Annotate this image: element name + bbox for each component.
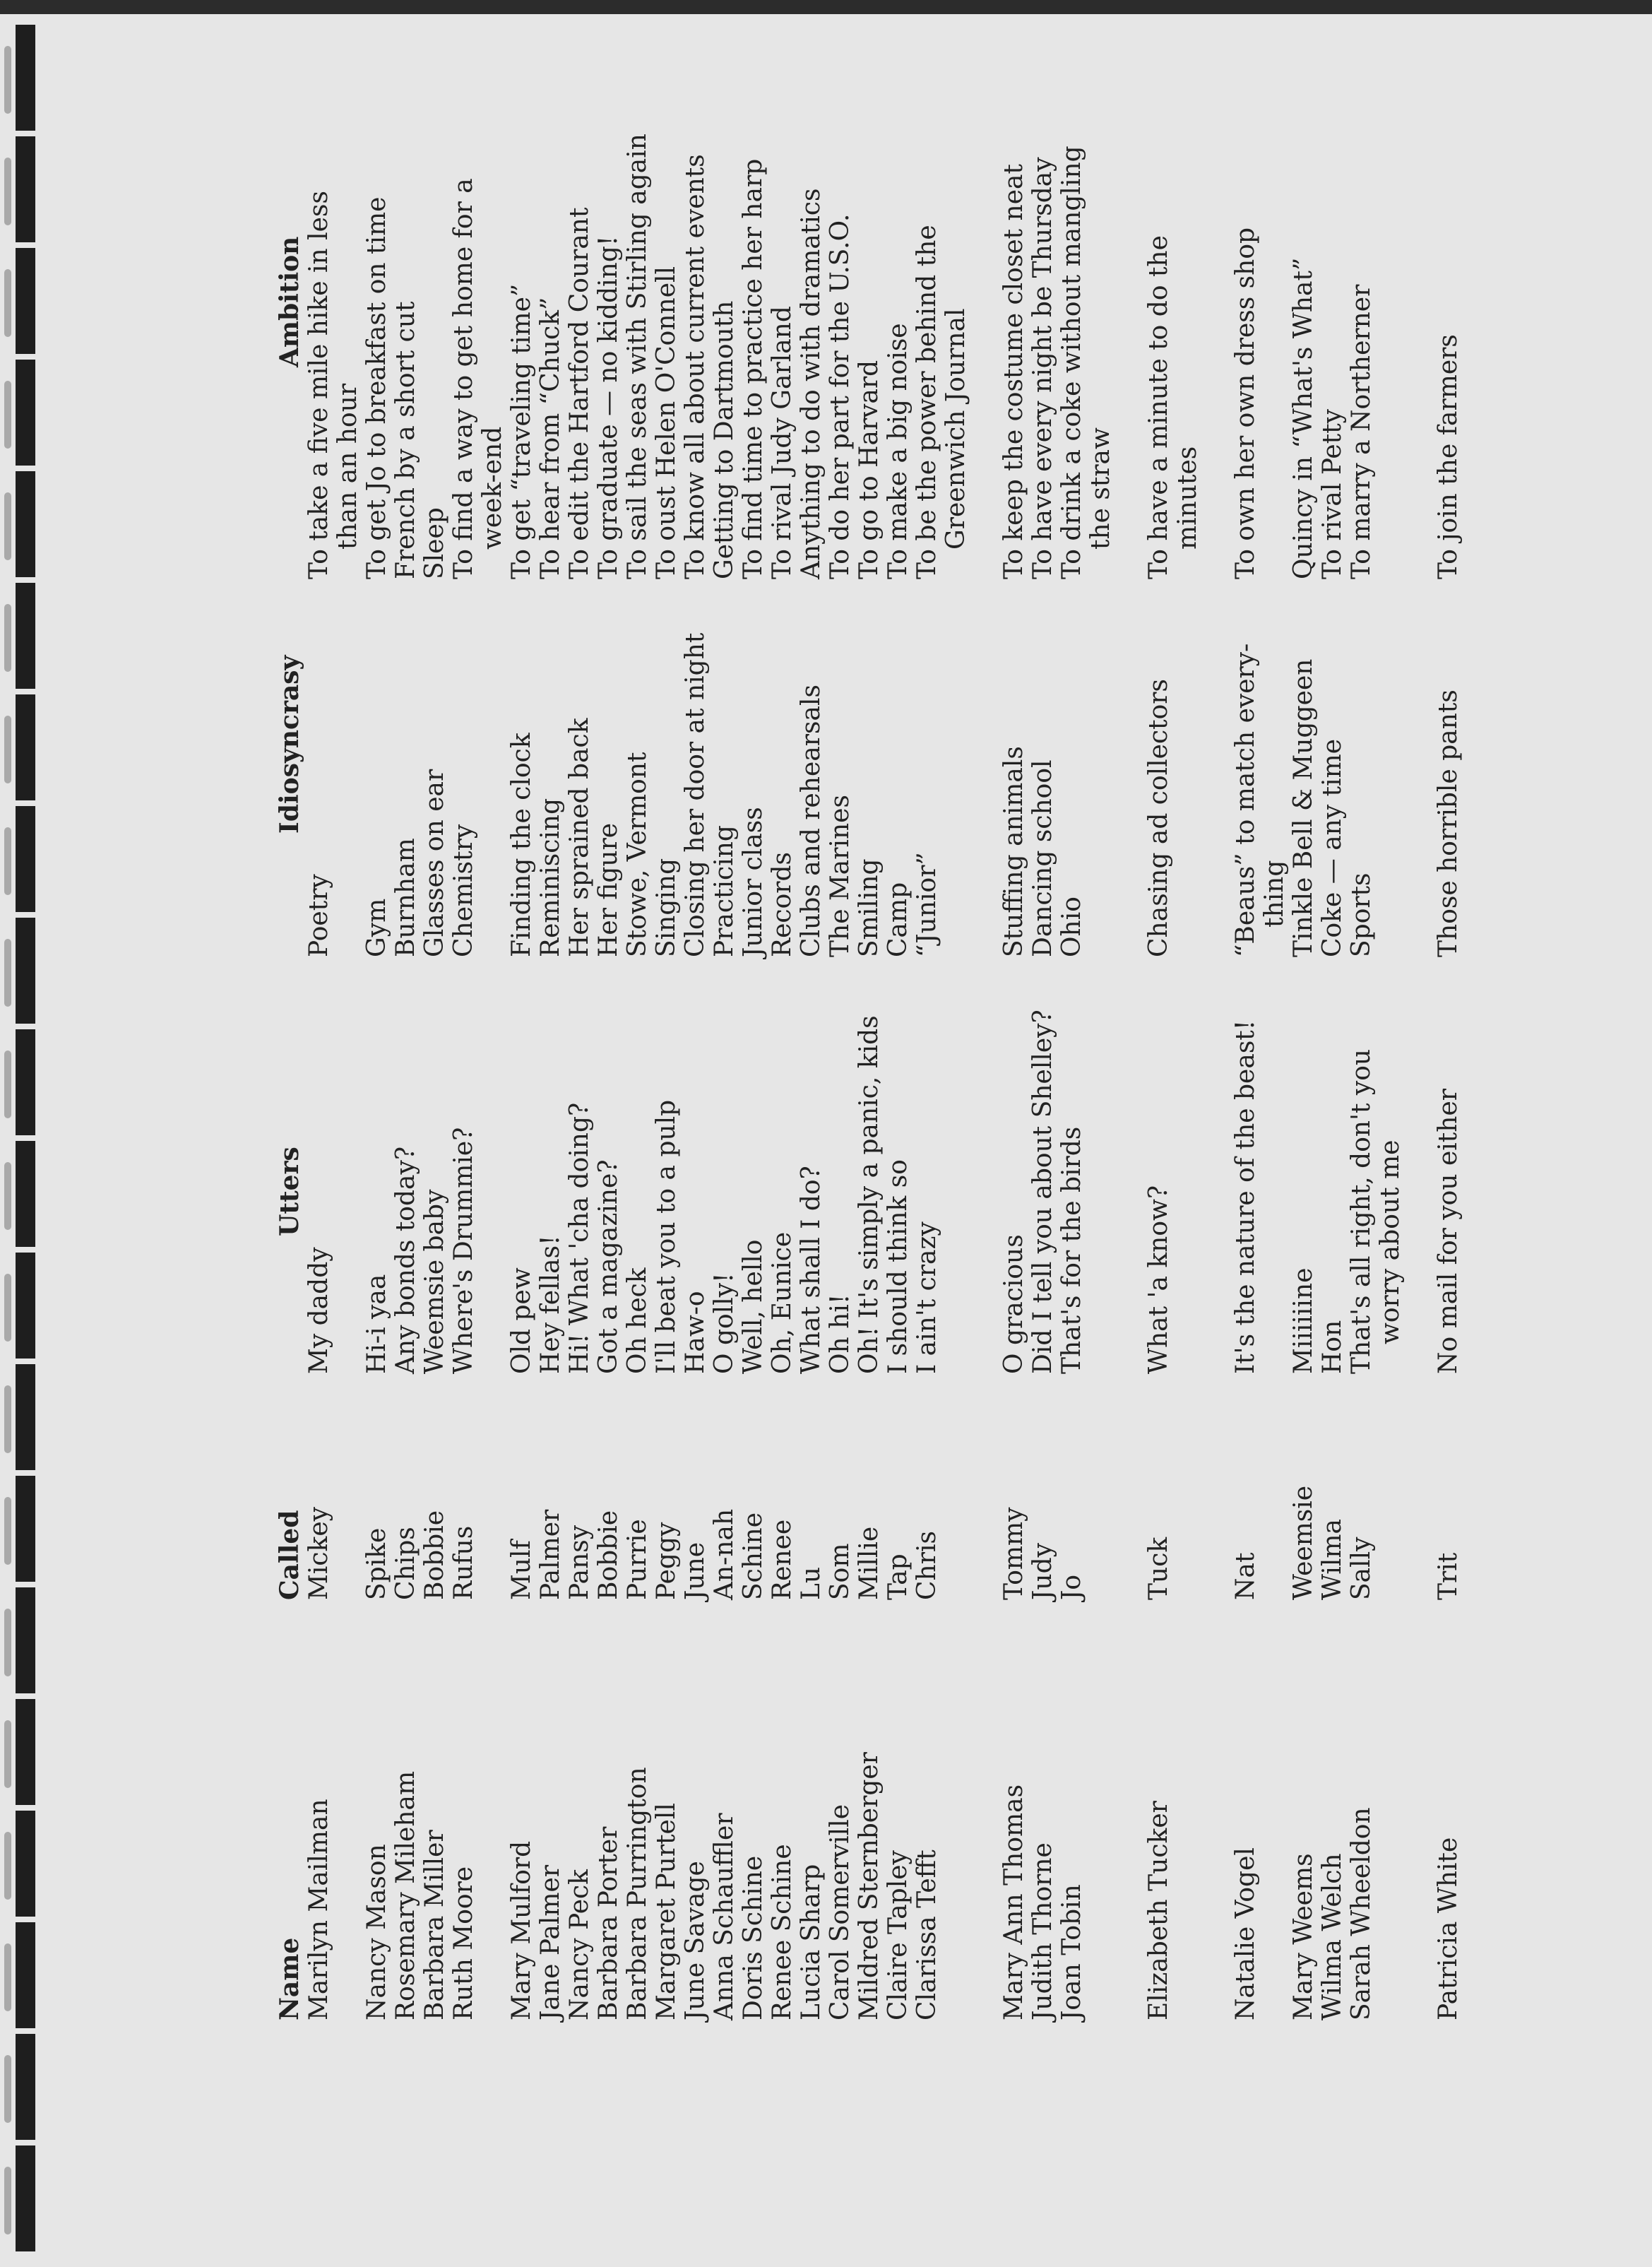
header-idiosyncrasy: Idiosyncrasy: [275, 655, 304, 834]
utters-cell: What 'a know?: [1144, 1185, 1173, 1374]
table-row: [536, 254, 565, 2020]
called-cell: Peggy: [652, 1522, 681, 1600]
utters-cell: Hon: [1318, 1320, 1347, 1374]
table-row: [1347, 254, 1405, 2020]
called-cell: Mickey: [304, 1507, 333, 1600]
ambition-cell: To find a way to get home for a: [449, 178, 478, 579]
idiosyncrasy-cell: The Marines: [826, 795, 855, 957]
binding-ring: [4, 716, 11, 783]
ambition-cell: Getting to Dartmouth: [710, 300, 739, 579]
idiosyncrasy-cell: Tinkle Bell & Muggeen: [1289, 658, 1318, 957]
ambition-cell-continuation: week-end: [478, 426, 507, 550]
table-row: [913, 225, 970, 2020]
name-cell: Mary Weems: [1289, 1853, 1318, 2020]
idiosyncrasy-cell: Chasing ad collectors: [1144, 679, 1173, 957]
table-row: [565, 207, 594, 2020]
called-cell: Judy: [1028, 1543, 1057, 1600]
binding-ring: [4, 269, 11, 337]
binding-hole: [16, 1364, 35, 1470]
idiosyncrasy-cell: Singing: [652, 858, 681, 957]
binding-hole: [16, 2145, 35, 2251]
ambition-cell-continuation: minutes: [1173, 446, 1202, 550]
binding-hole: [16, 1922, 35, 2028]
name-cell: Barbara Purrington: [623, 1767, 652, 2020]
name-cell: Ruth Moore: [449, 1866, 478, 2020]
table-row: [623, 134, 652, 2020]
utters-cell: That's all right, don't you: [1347, 1048, 1376, 1374]
table-row: [681, 154, 710, 2020]
idiosyncrasy-cell: Poetry: [304, 874, 333, 957]
name-cell: June Savage: [681, 1861, 710, 2020]
utters-cell: That's for the birds: [1057, 1126, 1086, 1374]
ambition-cell: To have a minute to do the: [1144, 235, 1173, 579]
ambition-cell: To find time to practice her harp: [739, 158, 768, 579]
utters-cell: What shall I do?: [797, 1166, 826, 1374]
binding-ring: [4, 2167, 11, 2235]
utters-cell: O golly!: [710, 1272, 739, 1374]
idiosyncrasy-cell: Closing her door at night: [681, 632, 710, 957]
ambition-cell: To get “traveling time”: [507, 283, 536, 579]
ambition-cell: To hear from “Chuck”: [536, 297, 565, 579]
table-row: [710, 254, 739, 2020]
binding-hole: [16, 2034, 35, 2140]
utters-cell: Hi-i yaa: [362, 1274, 391, 1374]
table-row: [826, 213, 855, 2020]
name-cell: Marilyn Mailman: [304, 1799, 333, 2020]
utters-cell: Miiiiiine: [1289, 1267, 1318, 1374]
called-cell: Palmer: [536, 1509, 565, 1600]
name-cell: Wilma Welch: [1318, 1853, 1347, 2020]
table-row: [1028, 157, 1057, 2020]
table-row: [1289, 254, 1318, 2020]
called-cell: Tap: [884, 1553, 913, 1600]
called-cell: An-nah: [710, 1508, 739, 1600]
ambition-cell: To go to Harvard: [855, 360, 884, 579]
name-cell: Natalie Vogel: [1231, 1847, 1260, 2020]
table-row: [1231, 227, 1289, 2020]
idiosyncrasy-cell: Gym: [362, 898, 391, 957]
name-cell: Sarah Wheeldon: [1347, 1807, 1376, 2020]
table-row: [797, 188, 826, 2020]
idiosyncrasy-cell: Records: [768, 852, 797, 957]
utters-cell: Oh heck: [623, 1267, 652, 1374]
idiosyncrasy-cell: Her sprained back: [565, 718, 594, 957]
called-cell: Tuck: [1144, 1537, 1173, 1600]
ambition-cell: To rival Petty: [1318, 409, 1347, 579]
ambition-cell: French by a short cut: [391, 301, 420, 579]
binding-hole: [16, 1699, 35, 1805]
utters-cell: I ain't crazy: [913, 1221, 941, 1374]
called-cell: Millie: [855, 1526, 884, 1600]
called-cell: Rufus: [449, 1525, 478, 1600]
binding-hole: [16, 918, 35, 1024]
ambition-cell: To get Jo to breakfast on time: [362, 196, 391, 579]
ambition-cell: Sleep: [420, 507, 449, 579]
utters-cell: Oh! It's simply a panic, kids: [855, 1015, 884, 1374]
binding-ring: [4, 1162, 11, 1230]
name-cell: Nancy Mason: [362, 1844, 391, 2020]
table-row: [652, 254, 681, 2020]
name-cell: Nancy Peck: [565, 1869, 594, 2020]
called-cell: Lu: [797, 1566, 826, 1600]
ambition-cell: To make a big noise: [884, 323, 913, 579]
name-cell: Barbara Porter: [594, 1826, 623, 2020]
ambition-cell: To own her own dress shop: [1231, 227, 1260, 579]
idiosyncrasy-cell: Those horrible pants: [1434, 689, 1463, 957]
binding-hole: [16, 471, 35, 577]
table-row: [1057, 146, 1115, 2020]
binding-ring: [4, 1050, 11, 1118]
idiosyncrasy-cell: Smiling: [855, 858, 884, 957]
idiosyncrasy-cell: Camp: [884, 882, 913, 957]
ambition-cell-continuation: than an hour: [333, 383, 362, 550]
ambition-cell: To take a five mile hike in less: [304, 191, 333, 579]
ambition-cell: To rival Judy Garland: [768, 306, 797, 579]
binding-hole: [16, 1476, 35, 1582]
utters-cell: Hi! What 'cha doing?: [565, 1102, 594, 1374]
table-row: [420, 254, 449, 2020]
binding-ring: [4, 492, 11, 560]
idiosyncrasy-cell: Reminiscing: [536, 798, 565, 957]
utters-cell: Did I tell you about Shelley?: [1028, 1010, 1057, 1374]
class-roster-table: [275, 134, 1463, 2020]
called-cell: Chris: [913, 1531, 941, 1600]
idiosyncrasy-cell: Stowe, Vermont: [623, 752, 652, 957]
utters-cell: Well, hello: [739, 1239, 768, 1374]
ambition-cell: Anything to do with dramatics: [797, 188, 826, 579]
idiosyncrasy-cell: Stuffing animals: [999, 746, 1028, 957]
name-cell: Jane Palmer: [536, 1864, 565, 2020]
header-called: Called: [275, 1510, 304, 1600]
table-row: [304, 191, 362, 2020]
ambition-cell: To edit the Hartford Courant: [565, 207, 594, 579]
binding-hole: [16, 694, 35, 800]
utters-cell-continuation: worry about me: [1376, 1140, 1405, 1344]
name-cell: Judith Thorne: [1028, 1842, 1057, 2020]
binding-hole: [16, 1587, 35, 1693]
name-cell: Lucia Sharp: [797, 1864, 826, 2020]
spiral-binding: [0, 14, 49, 2267]
table-row: [739, 158, 768, 2020]
ambition-cell: Quincy in “What's What”: [1289, 257, 1318, 579]
utters-cell: Haw-o: [681, 1291, 710, 1374]
name-cell: Carol Somerville: [826, 1804, 855, 2020]
utters-cell: It's the nature of the beast!: [1231, 1019, 1260, 1374]
table-row: [768, 254, 797, 2020]
idiosyncrasy-cell: Chemistry: [449, 824, 478, 957]
binding-hole: [16, 248, 35, 354]
binding-ring: [4, 939, 11, 1007]
called-cell: Spike: [362, 1527, 391, 1600]
utters-cell: Where's Drummie?: [449, 1127, 478, 1374]
binding-hole: [16, 1811, 35, 1917]
utters-cell: Hey fellas!: [536, 1235, 565, 1374]
name-cell: Clarissa Tefft: [913, 1849, 941, 2020]
table-row: [507, 254, 536, 2020]
idiosyncrasy-cell: Burnham: [391, 838, 420, 957]
name-cell: Renee Schine: [768, 1844, 797, 2020]
utters-cell: Oh, Eunice: [768, 1231, 797, 1374]
ambition-cell: To marry a Northerner: [1347, 284, 1376, 579]
ambition-cell: To oust Helen O'Connell: [652, 266, 681, 579]
ambition-cell: To have every night be Thursday: [1028, 157, 1057, 579]
called-cell: Bobbie: [420, 1510, 449, 1600]
binding-ring: [4, 2055, 11, 2123]
name-cell: Joan Tobin: [1057, 1884, 1086, 2020]
header-utters: Utters: [275, 1147, 304, 1236]
called-cell: Som: [826, 1543, 855, 1600]
utters-cell: O gracious: [999, 1234, 1028, 1374]
idiosyncrasy-cell: Glasses on ear: [420, 769, 449, 957]
called-cell: Trit: [1434, 1552, 1463, 1600]
ambition-cell: To join the farmers: [1434, 334, 1463, 579]
called-cell: Chips: [391, 1527, 420, 1600]
table-row: [1144, 235, 1202, 2020]
binding-ring: [4, 1274, 11, 1342]
header-ambition: Ambition: [275, 236, 304, 367]
ambition-cell: To do her part for the U.S.O.: [826, 213, 855, 579]
table-row: [449, 178, 507, 2020]
binding-hole: [16, 360, 35, 466]
binding-ring: [4, 827, 11, 895]
binding-hole: [16, 1141, 35, 1247]
binding-ring: [4, 1609, 11, 1676]
ambition-cell: To be the power behind the: [913, 225, 941, 579]
name-cell: Margaret Purtell: [652, 1803, 681, 2020]
binding-ring: [4, 1720, 11, 1788]
called-cell: Jo: [1057, 1574, 1086, 1600]
idiosyncrasy-cell: “Beaus” to match every-: [1231, 643, 1260, 957]
name-cell: Rosemary Mileham: [391, 1770, 420, 2020]
idiosyncrasy-cell-continuation: thing: [1260, 860, 1289, 928]
name-cell: Mary Mulford: [507, 1840, 536, 2020]
called-cell: Nat: [1231, 1552, 1260, 1600]
utters-cell: Any bonds today?: [391, 1146, 420, 1374]
name-cell: Anna Schauffler: [710, 1813, 739, 2020]
called-cell: June: [681, 1541, 710, 1600]
called-cell: Renee: [768, 1519, 797, 1600]
yearbook-page: [0, 14, 1652, 2267]
binding-ring: [4, 1497, 11, 1565]
utters-cell: I'll beat you to a pulp: [652, 1099, 681, 1374]
table-row: [855, 254, 884, 2020]
binding-ring: [4, 1943, 11, 2011]
ambition-cell-continuation: Greenwich Journal: [941, 308, 970, 550]
utters-cell: Old pew: [507, 1267, 536, 1374]
idiosyncrasy-cell: Dancing school: [1028, 759, 1057, 957]
table-row: [1318, 254, 1347, 2020]
ambition-cell-continuation: the straw: [1086, 427, 1115, 550]
idiosyncrasy-cell: Coke — any time: [1318, 738, 1347, 957]
name-cell: Claire Tapley: [884, 1850, 913, 2020]
binding-ring: [4, 158, 11, 225]
table-row: [884, 254, 913, 2020]
idiosyncrasy-cell: Sports: [1347, 872, 1376, 957]
utters-cell: Got a magazine?: [594, 1159, 623, 1374]
called-cell: Mulf: [507, 1540, 536, 1600]
table-row: [362, 196, 391, 2020]
utters-cell: Oh hi!: [826, 1294, 855, 1374]
ambition-cell: To graduate — no kidding!: [594, 235, 623, 579]
called-cell: Schine: [739, 1512, 768, 1600]
binding-ring: [4, 1385, 11, 1453]
binding-hole: [16, 136, 35, 242]
utters-cell: Weemsie baby: [420, 1189, 449, 1374]
idiosyncrasy-cell: Junior class: [739, 807, 768, 957]
idiosyncrasy-cell: Practicing: [710, 825, 739, 957]
ambition-cell: To drink a coke without mangling: [1057, 146, 1086, 579]
ambition-cell: To sail the seas with Stirling again: [623, 134, 652, 579]
binding-hole: [16, 583, 35, 689]
ambition-cell: To keep the costume closet neat: [999, 164, 1028, 579]
called-cell: Pansy: [565, 1525, 594, 1600]
idiosyncrasy-cell: Finding the clock: [507, 733, 536, 957]
binding-hole: [16, 25, 35, 131]
binding-ring: [4, 46, 11, 114]
header-name: Name: [275, 1937, 304, 2020]
name-cell: Elizabeth Tucker: [1144, 1801, 1173, 2020]
idiosyncrasy-cell: Clubs and rehearsals: [797, 685, 826, 957]
name-cell: Barbara Miller: [420, 1830, 449, 2020]
name-cell: Mary Ann Thomas: [999, 1784, 1028, 2020]
table-row: [999, 164, 1028, 2020]
called-cell: Tommy: [999, 1507, 1028, 1600]
utters-cell: My daddy: [304, 1247, 333, 1374]
idiosyncrasy-cell: Ohio: [1057, 896, 1086, 957]
name-cell: Patricia White: [1434, 1837, 1463, 2020]
called-cell: Wilma: [1318, 1519, 1347, 1600]
called-cell: Bobbie: [594, 1510, 623, 1600]
called-cell: Purrie: [623, 1519, 652, 1600]
table-row: [1434, 254, 1463, 2020]
binding-hole: [16, 806, 35, 912]
called-cell: Sally: [1347, 1537, 1376, 1600]
utters-cell: No mail for you either: [1434, 1089, 1463, 1374]
binding-ring: [4, 381, 11, 449]
binding-hole: [16, 1029, 35, 1135]
binding-hole: [16, 1253, 35, 1359]
binding-ring: [4, 604, 11, 672]
utters-cell: I should think so: [884, 1159, 913, 1374]
table-row: [594, 235, 623, 2020]
ambition-cell: To know all about current events: [681, 154, 710, 579]
idiosyncrasy-cell: “Junior”: [913, 852, 941, 957]
name-cell: Doris Schine: [739, 1855, 768, 2020]
name-cell: Mildred Sternberger: [855, 1752, 884, 2020]
binding-ring: [4, 1832, 11, 1900]
idiosyncrasy-cell: Her figure: [594, 822, 623, 957]
table-row: [391, 254, 420, 2020]
called-cell: Weemsie: [1289, 1485, 1318, 1600]
